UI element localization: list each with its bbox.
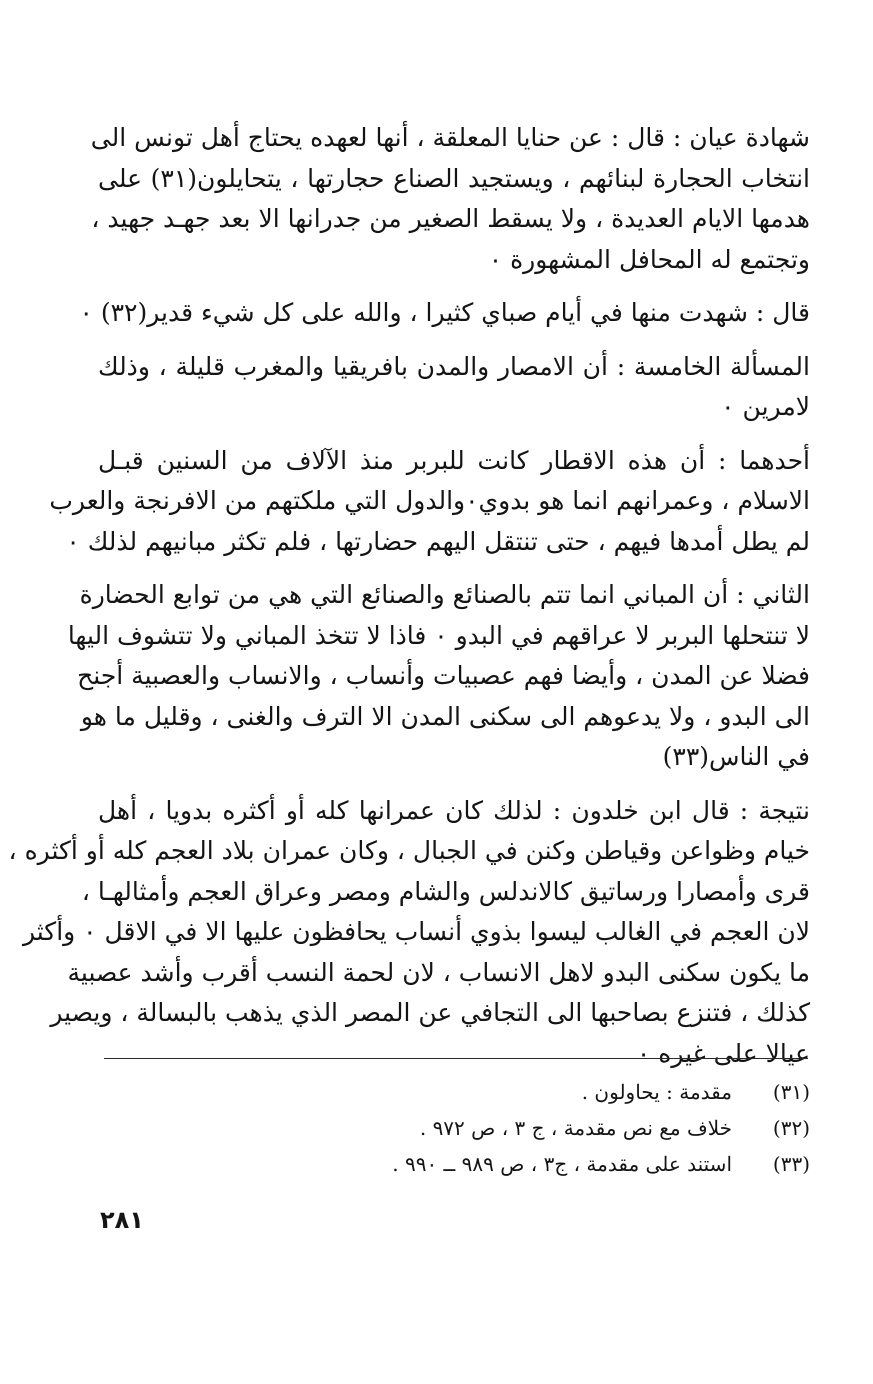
text-line: وتجتمع له المحافل المشهورة ٠ [488,244,810,274]
paragraph-second-reason [67,575,810,778]
text-line: لا تنتحلها البربر لا عراقهم في البدو ٠ فاذا لا تتخذ المباني ولا تتشوف اليها [67,620,810,650]
text-line: في الناس(٣٣) [662,742,810,771]
text-line: خيام وظواعن وقياطن وكنن في الجبال ، وكان عمران بلاد العجم كله أو أكثره ، [8,836,810,865]
footnote-text: خلاف مع نص مقدمة ، ج ٣ ، ص ٩٧٢ . [419,1116,732,1140]
paragraph-eyewitness [90,118,811,280]
footnote-text: استند على مقدمة ، ج٣ ، ص ٩٨٩ ــ ٩٩٠ . [392,1152,732,1176]
footnotes [280,1074,810,1182]
text-line: الاسلام ، وعمرانهم انما هو بدوي٠والدول التي ملكتهم من الافرنجة والعرب [49,486,810,515]
text-line: لامرين ٠ [721,392,810,421]
text-line: عيالا على غيره ٠ [636,1038,810,1068]
text-line: انتخاب الحجارة لبنائهم ، ويستجيد الصناع حجارتها ، يتحايلون(٣١) على [98,163,811,193]
paragraph-fifth-issue [98,347,810,428]
main-text [8,118,811,1087]
text-line: لم يطل أمدها فيهم ، حتى تنتقل اليهم حضارتها ، فلم تكثر مبانيهم لذلك ٠ [66,526,810,556]
text-line: قرى وأمصارا ورساتيق كالاندلس والشام ومصر وعراق العجم وأمثالهـا ، [81,876,810,906]
paragraph-testimony [79,293,810,334]
text-line: نتيجة : قال ابن خلدون : لذلك كان عمرانها كله أو أكثره بدويا ، أهل [98,795,810,825]
footnote-number: (٣٣) [772,1152,810,1176]
text-line: هدمها الايام العديدة ، ولا يسقط الصغير من جدرانها الا بعد جهـد جهيد ، [91,204,810,233]
paragraph-conclusion [8,791,810,1075]
footnote-text: مقدمة : يحاولون . [581,1080,732,1104]
footnote-item [280,1146,810,1182]
footnote-item [280,1110,810,1146]
text-line: أحدهما : أن هذه الاقطار كانت للبربر منذ الآلاف من السنين قبـل [98,445,810,475]
text-line: ما يكون سكنى البدو لاهل الانساب ، لان لحمة النسب أقرب وأشد عصبية [67,957,810,987]
footnote-separator [104,1058,808,1059]
text-line: المسألة الخامسة : أن الامصار والمدن بافريقيا والمغرب قليلة ، وذلك [98,351,810,381]
footnote-number: (٣١) [772,1080,810,1104]
footnote-number: (٣٢) [772,1116,810,1140]
text-line: شهادة عيان : قال : عن حنايا المعلقة ، أنها لعهده يحتاج أهل تونس الى [90,123,810,152]
text-line: الثاني : أن المباني انما تتم بالصنائع والصنائع التي هي من توابع الحضارة [79,580,810,609]
text-line: لان العجم في الغالب ليسوا بذوي أنساب يحافظون عليها الا في الاقل ٠ وأكثر [22,917,810,946]
text-line: الى البدو ، ولا يدعوهم الى سكنى المدن الا الترف والغنى ، وقليل ما هو [80,701,810,731]
text-line: قال : شهدت منها في أيام صباي كثيرا ، والله على كل شيء قدير(٣٢) ٠ [79,298,810,327]
text-line: كذلك ، فتنزع بصاحبها الى التجافي عن المصر الذي يذهب بالبسالة ، ويصير [50,998,810,1027]
footnote-item [280,1074,810,1110]
text-line: فضلا عن المدن ، وأيضا فهم عصبيات وأنساب ، والانساب والعصبية أجنح [77,661,810,690]
page-number: ٢٨١ [100,1206,144,1234]
paragraph-first-reason [49,441,810,563]
